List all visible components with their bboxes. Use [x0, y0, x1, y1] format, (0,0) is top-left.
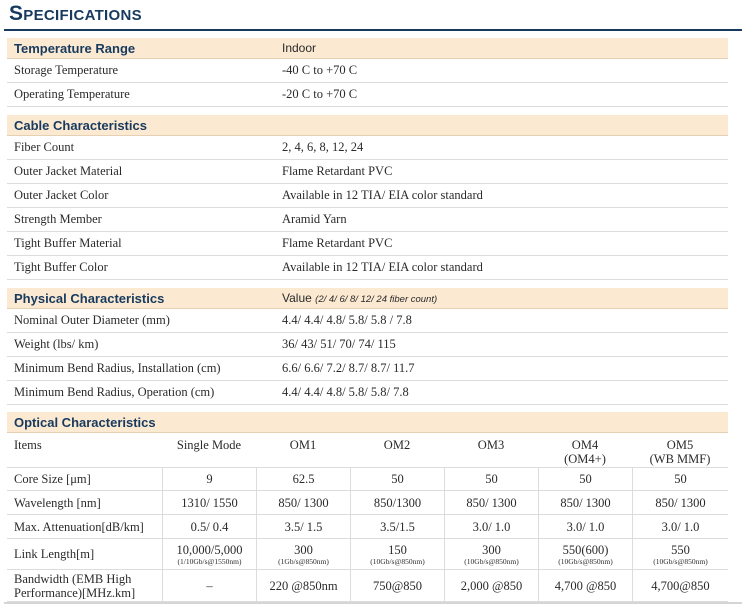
cell-value: 50: [485, 472, 498, 486]
spec-row: [7, 357, 728, 381]
table-cell: [256, 491, 350, 515]
column-header-sublabel: (OM4+): [564, 452, 606, 466]
spec-label: Minimum Bend Radius, Installation (cm): [14, 361, 221, 375]
cell-value: 300: [482, 542, 501, 557]
physical-section: [7, 288, 728, 405]
table-cell: [538, 570, 632, 602]
spec-value: 2, 4, 6, 8, 12, 24: [282, 140, 364, 154]
cell-value: 50: [579, 472, 592, 486]
cell-note: (1/10Gb/s@1550nm): [177, 556, 242, 566]
cell-value: 220 @850nm: [269, 578, 338, 593]
table-cell: [444, 570, 538, 602]
row-label: Link Length[m]: [7, 539, 162, 570]
table-cell: [162, 570, 256, 602]
column-header-label: OM1: [289, 438, 317, 452]
spec-value: 4.4/ 4.4/ 4.8/ 5.8/ 5.8 / 7.8: [282, 313, 412, 327]
section-title: Physical Characteristics: [14, 290, 165, 306]
spec-value: -20 C to +70 C: [282, 87, 358, 101]
table-cell: [444, 491, 538, 515]
column-header-label: OM3: [477, 438, 505, 452]
table-cell: [632, 491, 728, 515]
spec-label: Fiber Count: [14, 140, 75, 154]
column-header-label: OM2: [383, 438, 411, 452]
temperature-section: [7, 38, 728, 107]
spec-label: Strength Member: [14, 212, 102, 226]
section-value: [282, 291, 437, 305]
spec-row: [7, 208, 728, 232]
table-cell: [256, 515, 350, 539]
table-cell: [538, 539, 632, 570]
section-header: [7, 115, 728, 136]
spec-value: 6.6/ 6.6/ 7.2/ 8.7/ 8.7/ 11.7: [282, 361, 415, 375]
section-value: Indoor: [282, 41, 317, 55]
cell-value: 550: [671, 542, 690, 557]
spec-value: Flame Retardant PVC: [282, 236, 393, 250]
spec-value: Aramid Yarn: [282, 212, 347, 226]
table-cell: [162, 539, 256, 570]
table-cell: [538, 468, 632, 491]
spec-row: [7, 160, 728, 184]
cable-section: [7, 115, 728, 280]
column-header: [7, 433, 162, 468]
spec-label: Nominal Outer Diameter (mm): [14, 313, 170, 327]
table-cell: [350, 515, 444, 539]
optical-table: [7, 433, 728, 602]
row-label: Max. Attenuation[dB/km]: [7, 515, 162, 539]
cell-value: 150: [388, 542, 407, 557]
section-title: Optical Characteristics: [14, 414, 156, 430]
column-header: [162, 433, 256, 468]
cell-value: 850/ 1300: [560, 495, 611, 510]
spec-row: [7, 83, 728, 107]
spec-label: Tight Buffer Material: [14, 236, 122, 250]
cell-value: 850/1300: [373, 495, 422, 510]
value-note: (2/ 4/ 6/ 8/ 12/ 24 fiber count): [315, 294, 438, 305]
table-cell: [632, 515, 728, 539]
cell-value: 3.0/ 1.0: [472, 519, 511, 534]
cell-value: 1310/ 1550: [181, 495, 238, 510]
spec-row: [7, 232, 728, 256]
cell-value: 850/ 1300: [655, 495, 706, 510]
column-header-sublabel: (WB MMF): [649, 452, 711, 466]
spec-value: Flame Retardant PVC: [282, 164, 393, 178]
spec-row: [7, 333, 728, 357]
cell-value: 62.5: [292, 472, 315, 486]
cell-value: –: [206, 578, 213, 593]
section-header: [7, 288, 728, 309]
cell-value: 3.5/1.5: [380, 519, 415, 534]
cell-note: (10Gb/s@850nm): [653, 556, 708, 566]
column-header: [256, 433, 350, 468]
spec-row: [7, 309, 728, 333]
spec-label: Outer Jacket Color: [14, 188, 109, 202]
spec-label: Outer Jacket Material: [14, 164, 123, 178]
table-cell: [444, 468, 538, 491]
spec-label: Weight (lbs/ km): [14, 337, 99, 351]
column-header: [350, 433, 444, 468]
cell-note: (10Gb/s@850nm): [370, 556, 425, 566]
table-cell: [162, 515, 256, 539]
spec-row: [7, 59, 728, 83]
table-cell: [444, 539, 538, 570]
section-title: Cable Characteristics: [14, 117, 147, 133]
cell-value: 2,000 @850: [460, 578, 523, 593]
spec-row: [7, 136, 728, 160]
cell-value: 4,700@850: [651, 578, 710, 593]
column-header-label: Items: [14, 438, 42, 452]
spec-value: 4.4/ 4.4/ 4.8/ 5.8/ 5.8/ 7.8: [282, 385, 409, 399]
row-label: Core Size [μm]: [7, 468, 162, 491]
spec-label: Minimum Bend Radius, Operation (cm): [14, 385, 215, 399]
column-header: [444, 433, 538, 468]
cell-value: 850/ 1300: [278, 495, 329, 510]
spec-value: 36/ 43/ 51/ 70/ 74/ 115: [282, 337, 396, 351]
column-header: [632, 433, 728, 468]
table-cell: [632, 468, 728, 491]
cell-value: 9: [206, 472, 213, 486]
table-cell: [256, 468, 350, 491]
cell-value: 550(600): [562, 542, 609, 557]
table-cell: [162, 468, 256, 491]
spec-value: Available in 12 TIA/ EIA color standard: [282, 188, 483, 202]
spec-row: [7, 381, 728, 405]
spec-label: Operating Temperature: [14, 87, 130, 101]
cell-value: 0.5/ 0.4: [190, 519, 229, 534]
section-header: [7, 412, 728, 433]
cell-value: 750@850: [372, 578, 422, 593]
column-header-label: Single Mode: [176, 438, 242, 452]
table-cell: [632, 539, 728, 570]
table-cell: [162, 491, 256, 515]
cell-note: (10Gb/s@850nm): [464, 556, 519, 566]
cell-value: 4,700 @850: [554, 578, 617, 593]
cell-value: 300: [294, 542, 313, 557]
row-label: Bandwidth (EMB High Performance)[MHz.km]: [7, 570, 162, 602]
optical-section: [7, 412, 728, 602]
value-label: Value: [282, 291, 312, 305]
table-cell: [350, 539, 444, 570]
section-header: [7, 38, 728, 59]
cell-note: (1Gb/s@850nm): [278, 556, 329, 566]
cell-value: 50: [391, 472, 404, 486]
table-cell: [350, 491, 444, 515]
page-title: Specifications: [9, 2, 142, 25]
table-cell: [256, 570, 350, 602]
spec-label: Tight Buffer Color: [14, 260, 108, 274]
title-divider: [4, 29, 742, 31]
cell-value: 3.0/ 1.0: [566, 519, 605, 534]
row-label: Wavelength [nm]: [7, 491, 162, 515]
cell-value: 3.5/ 1.5: [284, 519, 323, 534]
spec-value: -40 C to +70 C: [282, 63, 358, 77]
spec-label: Storage Temperature: [14, 63, 119, 77]
spec-row: [7, 184, 728, 208]
column-header-label: OM4: [571, 438, 599, 452]
spec-row: [7, 256, 728, 280]
table-cell: [632, 570, 728, 602]
table-cell: [350, 468, 444, 491]
cell-value: 850/ 1300: [466, 495, 517, 510]
column-header: [538, 433, 632, 468]
cell-value: 50: [674, 472, 687, 486]
cell-note: (10Gb/s@850nm): [558, 556, 613, 566]
table-cell: [444, 515, 538, 539]
table-cell: [538, 515, 632, 539]
spec-value: Available in 12 TIA/ EIA color standard: [282, 260, 483, 274]
table-cell: [350, 570, 444, 602]
table-cell: [538, 491, 632, 515]
cell-value: 10,000/5,000: [176, 542, 243, 557]
cell-value: 3.0/ 1.0: [661, 519, 700, 534]
section-title: Temperature Range: [14, 40, 136, 56]
table-cell: [256, 539, 350, 570]
column-header-label: OM5: [666, 438, 694, 452]
bottom-divider: [4, 602, 742, 604]
